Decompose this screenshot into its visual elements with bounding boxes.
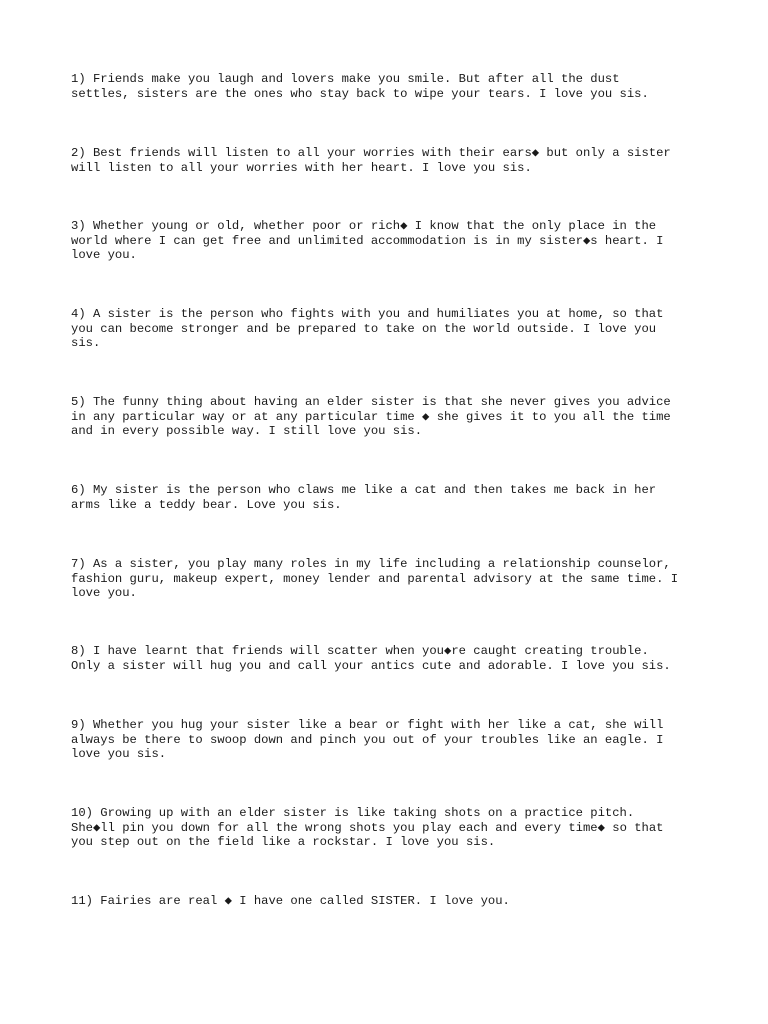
quote-3: 3) Whether young or old, whether poor or rich◆ I know that the only place in the world where I can get free and unlimited accommodation is in my sister◆s heart. I love you.	[71, 219, 664, 263]
quote-1: 1) Friends make you laugh and lovers make you smile. But after all the dust settles, sisters are the ones who stay back to wipe your tears. I love you sis.	[71, 72, 649, 101]
quote-7: 7) As a sister, you play many roles in my life including a relationship counselor, fashion guru, makeup expert, money lender and parental advisory at the same time. I love you.	[71, 557, 679, 601]
quote-8: 8) I have learnt that friends will scatter when you◆re caught creating trouble. Only a sister will hug you and call your antics cute and adorable. I love you sis.	[71, 644, 671, 673]
quote-6: 6) My sister is the person who claws me like a cat and then takes me back in her arms like a teddy bear. Love you sis.	[71, 483, 657, 512]
quote-5: 5) The funny thing about having an elder sister is that she never gives you advice in any particular way or at any particular time ◆ she gives it to you all the time and in every possible way. I still love you sis.	[71, 395, 671, 439]
quote-11: 11) Fairies are real ◆ I have one called SISTER. I love you.	[71, 894, 510, 908]
quote-9: 9) Whether you hug your sister like a bear or fight with her like a cat, she will always be there to swoop down and pinch you out of your troubles like an eagle. I love you sis.	[71, 718, 664, 762]
quote-2: 2) Best friends will listen to all your worries with their ears◆ but only a sister will listen to all your worries with her heart. I love you sis.	[71, 146, 671, 175]
quote-4: 4) A sister is the person who fights with you and humiliates you at home, so that you can become stronger and be prepared to take on the world outside. I love you sis.	[71, 307, 664, 351]
quote-10: 10) Growing up with an elder sister is like taking shots on a practice pitch. She◆ll pin you down for all the wrong shots you play each and every time◆ so that you step out on the field like a rockstar. I love you sis.	[71, 806, 664, 850]
